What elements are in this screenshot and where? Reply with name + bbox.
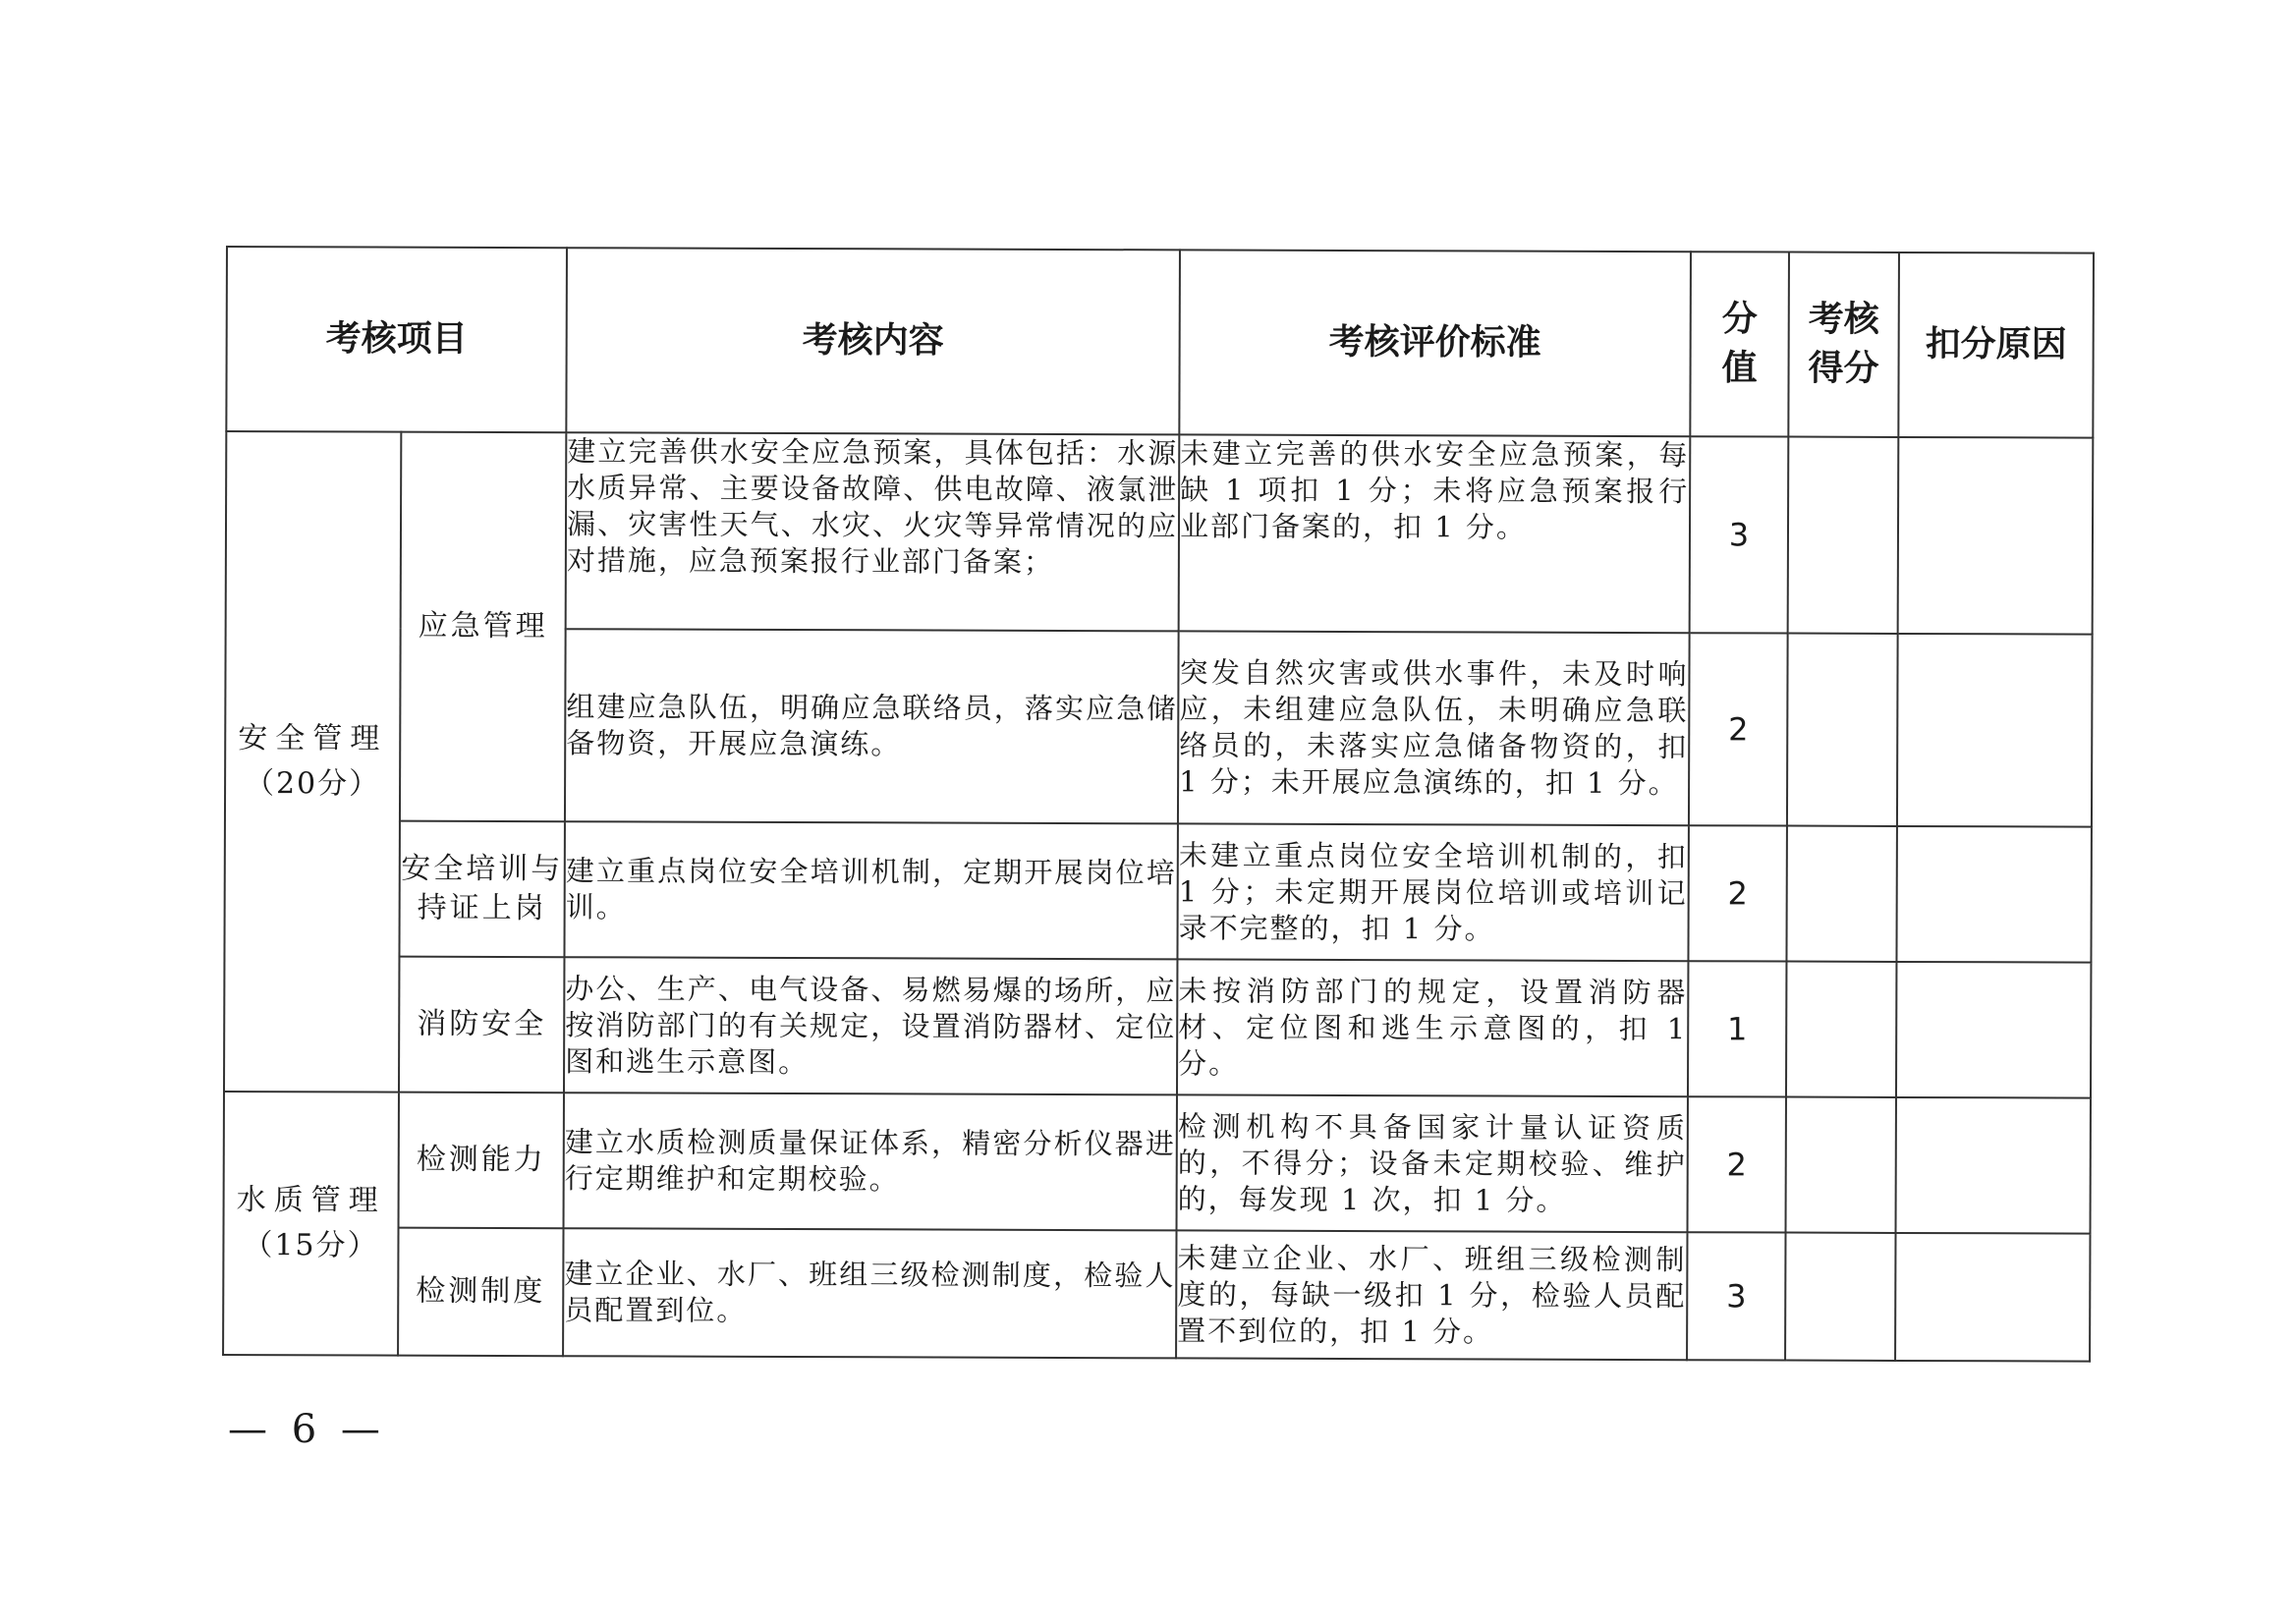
sub-item: 安全培训与持证上岗 [399, 821, 564, 958]
content-cell: 建立完善供水安全应急预案，具体包括：水源水质异常、主要设备故障、供电故障、液氯泄漏、灾害性天气、水灾、火灾等异常情况的应对措施，应急预案报行业部门备案； [566, 432, 1180, 631]
header-score-line2: 值 [1721, 348, 1758, 389]
value-cell: 2 [1688, 1096, 1786, 1232]
page-number: — 6 — [228, 1407, 386, 1452]
reason-cell [1896, 1097, 2091, 1234]
obtained-cell [1785, 1233, 1895, 1361]
obtained-cell [1788, 437, 1899, 634]
section-safety [224, 431, 401, 1092]
sub-item: 检测制度 [398, 1228, 563, 1357]
value-cell: 3 [1687, 1232, 1785, 1360]
content-cell: 建立重点岗位安全培训机制，定期开展岗位培训。 [564, 821, 1177, 959]
content-cell: 建立水质检测质量保证体系，精密分析仪器进行定期维护和定期校验。 [564, 1092, 1177, 1230]
table-row [223, 1227, 2090, 1362]
standard-cell: 未建立重点岗位安全培训机制的，扣 1 分；未定期开展岗位培训或培训记录不完整的，扣 1 分。 [1177, 823, 1688, 961]
standard-cell: 未建立企业、水厂、班组三级检测制度的，每缺一级扣 1 分，检验人员配置不到位的，扣 1 分。 [1176, 1230, 1687, 1360]
content-cell: 建立企业、水厂、班组三级检测制度，检验人员配置到位。 [563, 1228, 1176, 1358]
header-score-line1: 分 [1721, 299, 1758, 340]
sub-item: 应急管理 [400, 432, 566, 822]
obtained-cell [1786, 826, 1896, 962]
table-row [224, 820, 2091, 963]
standard-cell: 未建立完善的供水安全应急预案，每缺 1 项扣 1 分；未将应急预案报行业部门备案的，扣 1 分。 [1179, 434, 1691, 633]
table-row [224, 956, 2091, 1098]
value-cell: 2 [1689, 633, 1788, 825]
reason-cell [1896, 962, 2091, 1098]
header-item: 考核项目 [226, 247, 567, 432]
obtained-cell [1786, 1097, 1896, 1233]
section-score: （20分） [244, 766, 381, 802]
content-cell: 组建应急队伍，明确应急联络员，落实应急储备物资，开展应急演练。 [565, 629, 1179, 823]
assessment-table [222, 246, 2095, 1363]
header-row [226, 247, 2094, 438]
obtained-cell [1786, 962, 1896, 1097]
header-content: 考核内容 [566, 248, 1180, 434]
reason-cell [1897, 634, 2093, 827]
table-row [226, 431, 2094, 635]
header-standard: 考核评价标准 [1179, 250, 1691, 436]
header-reason: 扣分原因 [1898, 252, 2094, 438]
reason-cell [1896, 826, 2091, 963]
header-obtained-line1: 考核 [1808, 299, 1879, 340]
reason-cell [1898, 437, 2094, 635]
reason-cell [1895, 1233, 2090, 1362]
section-name: 水质管理 [236, 1183, 386, 1218]
content-cell: 办公、生产、电气设备、易燃易爆的场所，应按消防部门的有关规定，设置消防器材、定位图和逃生示意图。 [564, 957, 1177, 1094]
header-obtained [1788, 252, 1899, 437]
header-obtained-line2: 得分 [1808, 348, 1879, 389]
standard-cell: 检测机构不具备国家计量认证资质的，不得分；设备未定期校验、维护的，每发现 1 次，扣 1 分。 [1177, 1094, 1688, 1232]
section-name: 安全管理 [238, 721, 388, 756]
table-row [224, 1092, 2091, 1234]
value-cell: 1 [1688, 961, 1786, 1096]
value-cell: 3 [1690, 436, 1789, 633]
section-water-quality [223, 1092, 399, 1356]
standard-cell: 突发自然灾害或供水事件，未及时响应，未组建应急队伍，未明确应急联络员的，未落实应急储备物资的，扣 1 分；未开展应急演练的，扣 1 分。 [1178, 631, 1690, 825]
standard-cell: 未按消防部门的规定，设置消防器材、定位图和逃生示意图的，扣 1 分。 [1177, 959, 1688, 1096]
value-cell: 2 [1688, 825, 1786, 961]
sub-item: 消防安全 [399, 957, 564, 1093]
section-score: （15分） [243, 1228, 379, 1263]
header-score [1690, 252, 1789, 436]
sub-item: 检测能力 [399, 1092, 564, 1229]
obtained-cell [1787, 634, 1898, 826]
